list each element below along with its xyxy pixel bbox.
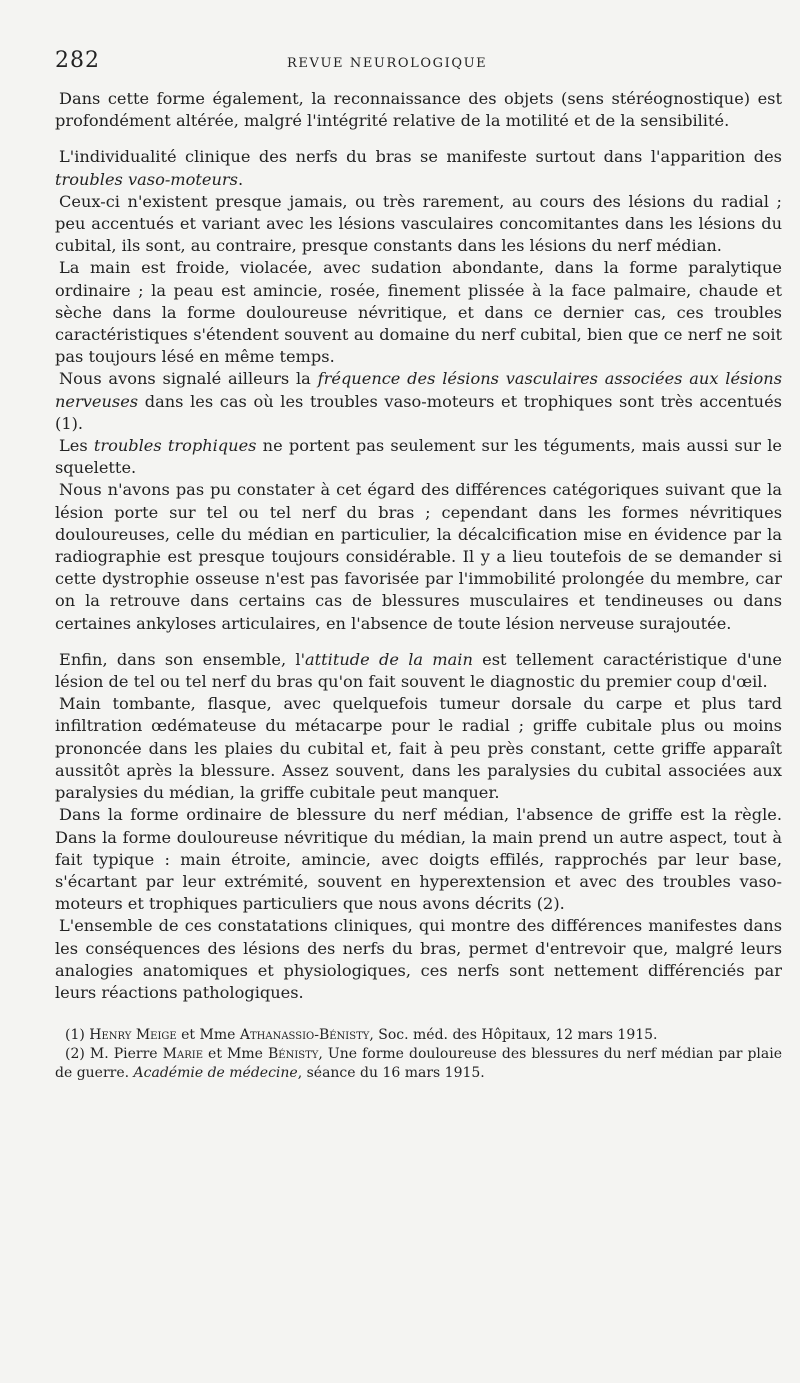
paragraph-1: Dans cette forme également, la reconnaissance des objets (sens stéréognostique) est profondément altérée, malgré l'intégrité relative de la motilité et de la sensibilité. <box>55 89 782 131</box>
footnote-2-rest-1: , Une forme douloureuse des blessures du nerf médian par plaie de guerre. <box>55 1046 782 1082</box>
footnote-2-author-2: Bénisty <box>268 1046 319 1063</box>
footnote-2-author-1: Marie <box>162 1046 203 1063</box>
footnote-1-rest: , Soc. méd. des Hôpitaux, 12 mars 1915. <box>369 1027 658 1044</box>
page-number: 282 <box>55 48 100 73</box>
paragraph-8-text-a: Enfin, dans son ensemble, l' <box>59 649 306 669</box>
paragraph-3: Ceux-ci n'existent presque jamais, ou très rarement, au cours des lésions du radial ; peu accentués et variant avec les lésions vasculaires concomitantes dans les lésions du cubital, ils sont, au contraire, presque constants dans les lésions du nerf médian. <box>55 191 782 256</box>
footnote-2-mid: et Mme <box>203 1046 268 1063</box>
paragraph-2-emphasis: troubles vaso-moteurs <box>55 169 238 189</box>
paragraph-5-text-b: dans les cas où les troubles vaso-moteurs et trophiques sont très accentués (1). <box>55 391 782 433</box>
paragraph-4: La main est froide, violacée, avec sudation abondante, dans la forme paralytique ordinaire ; la peau est amincie, rosée, finement plissée à la face palmaire, chaude et sèche dans la forme douloureuse névritique, et dans ce dernier cas, ces troubles caractéristiques s'étendent souvent au domaine du nerf cubital, bien que ce nerf ne soit pas toujours lésé en même temps. <box>55 258 782 367</box>
paragraph-11: L'ensemble de ces constatations cliniques, qui montre des différences manifestes dans les conséquences des lésions des nerfs du bras, permet d'entrevoir que, malgré leurs analogies anatomiques et physiologiques, ces nerfs sont nettement différenciés par leurs réactions pathologiques. <box>55 916 782 1002</box>
paragraph-6 <box>55 435 782 479</box>
paragraph-9: Main tombante, flasque, avec quelquefois tumeur dorsale du carpe et plus tard infiltration œdémateuse du métacarpe pour le radial ; griffe cubitale plus ou moins prononcée dans les plaies du cubital et, fait à peu près constant, cette griffe apparaît aussitôt après la blessure. Assez souvent, dans les paralysies du cubital associées aux paralysies du médian, la griffe cubitale peut manquer. <box>55 694 782 803</box>
footnote-1 <box>55 1026 782 1045</box>
paragraph-6-text-a: Les <box>59 436 94 456</box>
paragraph-2-text-b: . <box>237 169 244 189</box>
book-page <box>55 48 782 1368</box>
paragraph-5-text-a: Nous avons signalé ailleurs la <box>59 369 318 389</box>
footnote-1-author-1: Henry Meige <box>89 1027 177 1044</box>
paragraph-5 <box>55 368 782 435</box>
paragraph-2-text-a: L'individualité clinique des nerfs du bras se manifeste surtout dans l'apparition des <box>59 147 782 167</box>
running-head: REVUE NEUROLOGIQUE <box>287 56 488 71</box>
footnote-1-author-2: Athanassio-Bénisty <box>239 1027 370 1044</box>
body-text <box>55 88 782 1004</box>
paragraph-2 <box>55 146 782 190</box>
footnote-2-rest-2: , séance du 16 mars 1915. <box>297 1065 485 1082</box>
footnotes <box>55 1026 782 1083</box>
footnote-1-mid: et Mme <box>176 1027 240 1044</box>
footnote-2-mark: (2) M. Pierre <box>65 1046 163 1063</box>
paragraph-6-text-b: ne portent pas seulement sur les téguments, mais aussi sur le squelette. <box>55 436 782 478</box>
paragraph-10: Dans la forme ordinaire de blessure du nerf médian, l'absence de griffe est la règle. Dans la forme douloureuse névritique du médian, la main prend un autre aspect, tout à fait typique : main étroite, amincie, avec doigts effilés, rapprochés par leur base, s'écartant par leur extrémité, souvent en hyperextension et avec des troubles vaso-moteurs et trophiques particuliers que nous avons décrits (2). <box>55 805 782 914</box>
paragraph-6-emphasis: troubles trophiques <box>93 436 257 456</box>
footnote-2 <box>55 1045 782 1083</box>
footnote-1-mark: (1) <box>65 1027 90 1044</box>
paragraph-5-emphasis: fréquence des lésions vasculaires associées aux lésions nerveuses <box>55 369 782 411</box>
page-header <box>55 48 782 78</box>
paragraph-8-emphasis: attitude de la main <box>305 649 473 669</box>
paragraph-8-text-b: est tellement caractéristique d'une lésion de tel ou tel nerf du bras qu'on fait souvent le diagnostic du premier coup d'œil. <box>55 649 782 692</box>
paragraph-7: Nous n'avons pas pu constater à cet égard des différences catégoriques suivant que la lésion porte sur tel ou tel nerf du bras ; cependant dans les formes névritiques douloureuses, celle du médian en particulier, la décalcification mise en évidence par la radiographie est presque toujours considérable. Il y a lieu toutefois de se demander si cette dystrophie osseuse n'est pas favorisée par l'immobilité prolongée du membre, car on la retrouve dans certains cas de blessures musculaires et tendineuses ou dans certaines ankyloses articulaires, en l'absence de toute lésion nerveuse surajoutée. <box>55 480 782 633</box>
paragraph-8 <box>55 649 782 693</box>
footnote-2-emphasis: Académie de médecine <box>133 1065 298 1082</box>
